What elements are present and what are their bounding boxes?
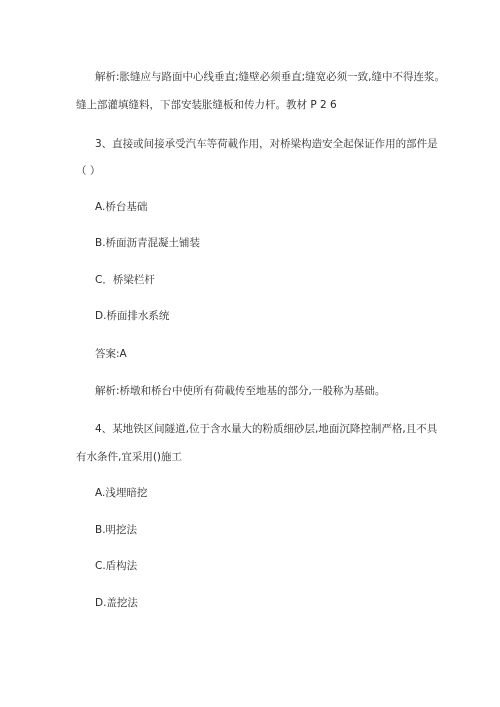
explanation-1-line-2: 缝上部灌填缝料，下部安装胀缝板和传力杆。教材 P 2 6 [76,99,337,111]
question-3-option-d: D.桥面排水系统 [95,310,170,322]
question-3-answer: 答案:A [95,348,127,360]
question-3-line-2: （ ） [76,165,101,177]
question-4-option-a: A.浅埋暗挖 [95,487,148,499]
question-4-line-2: 有水条件,宜采用()施工 [76,451,183,463]
question-3-option-c: C．桥梁栏杆 [95,274,155,286]
question-3-line-1: 3、直接或间接承受汽车等荷載作用，对桥梁构造安全起保证作用的部件是 [95,138,438,150]
question-3-option-a: A.桥台基础 [95,201,148,213]
question-3-option-b: B.桥面沥青混凝土铺装 [95,237,201,249]
question-4-option-b: B.明挖法 [95,524,138,536]
question-4-line-1: 4、某地铁区间隧道,位于含水量大的粉质细砂层,地面沉降控制严格,且不具 [95,423,438,435]
explanation-3: 解析:桥墩和桥台中使所有荷載传至地基的部分,一般称为基础。 [95,385,386,397]
explanation-1-line-1: 解析:胀缝应与路面中心线垂直;缝壁必须垂直;缝宽必须一致,缝中不得连浆。 [95,71,445,83]
question-4-option-c: C.盾构法 [95,560,138,572]
question-4-option-d: D.盖挖法 [95,597,138,609]
